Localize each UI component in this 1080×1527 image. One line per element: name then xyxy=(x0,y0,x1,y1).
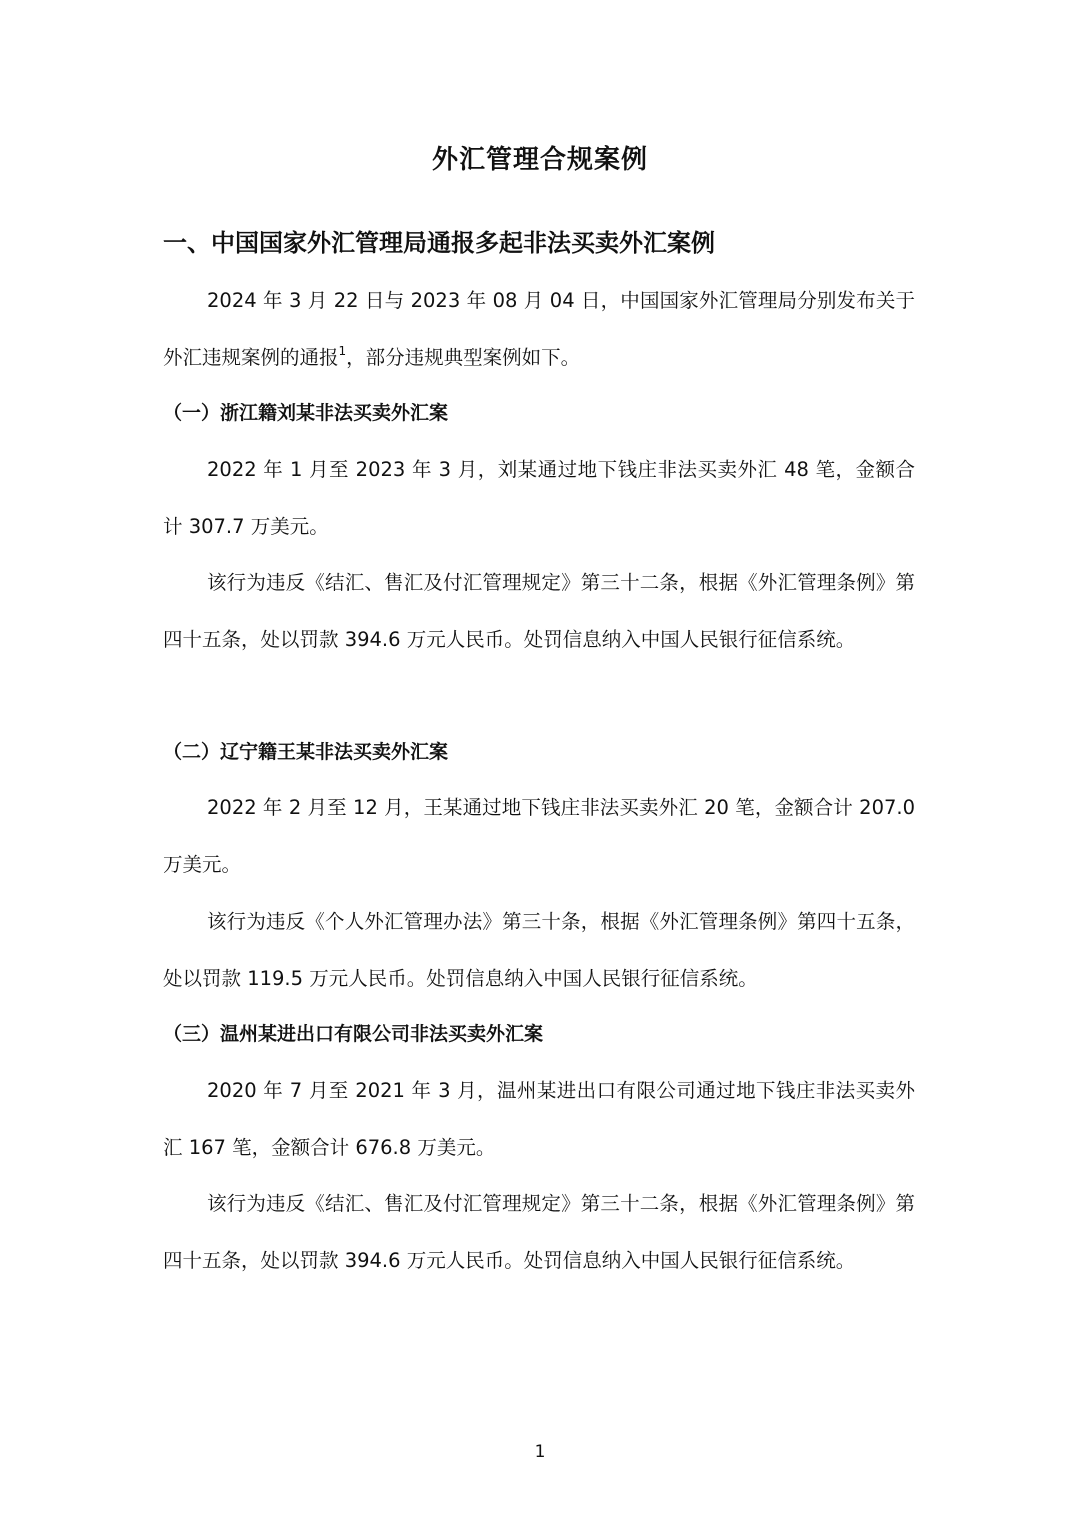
case-penalty: 该行为违反《结汇、售汇及付汇管理规定》第三十二条，根据《外汇管理条例》第四十五条，处以罚款 394.6 万元人民币。处罚信息纳入中国人民银行征信系统。 xyxy=(163,1192,915,1272)
intro-text: 2024 年 3 月 22 日与 2023 年 08 月 04 日，中国国家外汇管理局分别发布关于外汇违规案例的通报 xyxy=(163,289,915,369)
case-penalty: 该行为违反《个人外汇管理办法》第三十条，根据《外汇管理条例》第四十五条，处以罚款 119.5 万元人民币。处罚信息纳入中国人民银行征信系统。 xyxy=(163,910,915,990)
case-penalty: 该行为违反《结汇、售汇及付汇管理规定》第三十二条，根据《外汇管理条例》第四十五条，处以罚款 394.6 万元人民币。处罚信息纳入中国人民银行征信系统。 xyxy=(163,571,915,651)
case-heading: （三）温州某进出口有限公司非法买卖外汇案 xyxy=(163,1023,544,1045)
case-facts: 2022 年 1 月至 2023 年 3 月，刘某通过地下钱庄非法买卖外汇 48 笔，金额合计 307.7 万美元。 xyxy=(163,458,915,538)
footnote-marker[interactable]: 1 xyxy=(338,343,347,358)
section-heading: 一、中国国家外汇管理局通报多起非法买卖外汇案例 xyxy=(163,229,715,257)
case-facts: 2020 年 7 月至 2021 年 3 月，温州某进出口有限公司通过地下钱庄非法买卖外汇 167 笔，金额合计 676.8 万美元。 xyxy=(163,1079,915,1159)
document-title: 外汇管理合规案例 xyxy=(431,145,648,175)
page-number: 1 xyxy=(534,1442,546,1462)
intro-suffix: ，部分违规典型案例如下。 xyxy=(346,345,581,369)
case-facts: 2022 年 2 月至 12 月，王某通过地下钱庄非法买卖外汇 20 笔，金额合计 207.0 万美元。 xyxy=(163,796,915,876)
case-heading: （一）浙江籍刘某非法买卖外汇案 xyxy=(163,402,449,424)
case-heading: （二）辽宁籍王某非法买卖外汇案 xyxy=(163,741,449,763)
intro-paragraph xyxy=(163,273,915,386)
